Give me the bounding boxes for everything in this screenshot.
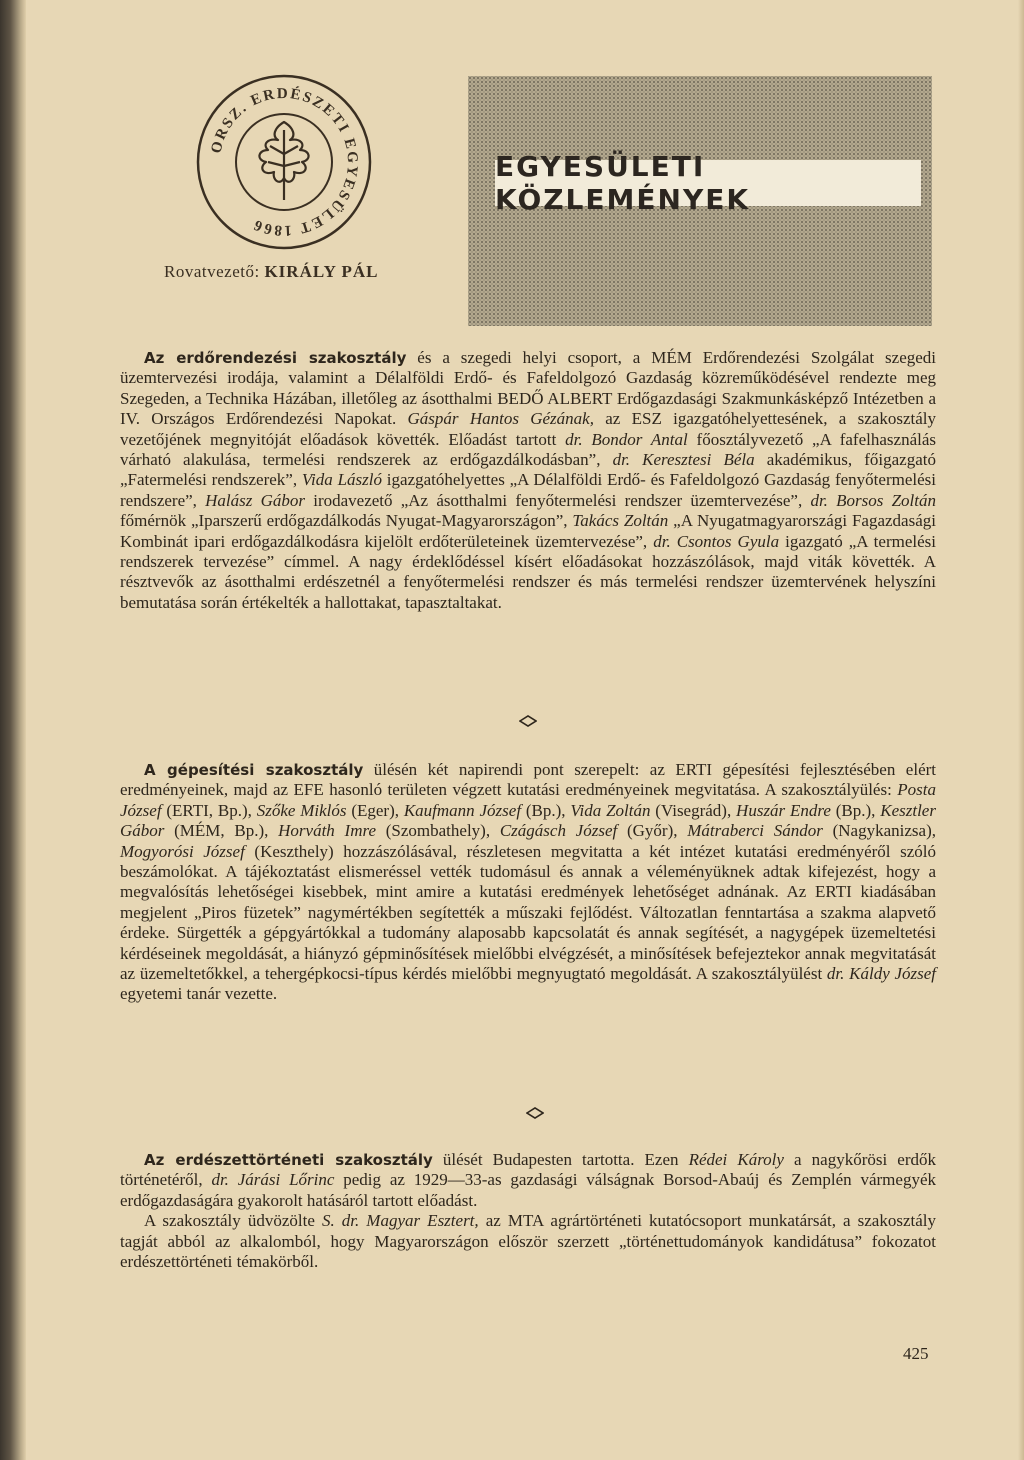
paragraph	[120, 760, 936, 1005]
section-title: EGYESÜLETI KÖZLEMÉNYEK	[495, 160, 921, 206]
text-run: (ERTI, Bp.),	[161, 800, 257, 820]
editor-name: KIRÁLY PÁL	[264, 262, 379, 281]
text-run: pedig az 1929—33-as gazdasági válságnak Borsod-Abaúj és Zemplén vármegyék erdőgazdaságára gyakorolt hatásáról tartott előadást.	[120, 1170, 936, 1210]
person-name: dr. Bondor Antal	[565, 429, 688, 449]
report-mechanization	[120, 760, 936, 1005]
text-run: irodavezető „Az ásotthalmi fenyőtermelési rendszer üzemtervezése”,	[305, 490, 811, 510]
section-lead: A gépesítési szakosztály	[144, 761, 364, 779]
paragraph	[120, 1150, 936, 1211]
text-run: akadémikus, főigazgató „Fatermelési rendszerek”,	[120, 450, 936, 490]
column-editor	[164, 262, 379, 282]
person-name: dr. Csontos Gyula	[653, 531, 780, 551]
text-run: főmérnök „Iparszerű erdőgazdálkodás Nyugat-Magyarországon”,	[120, 511, 573, 531]
person-name: Kaufmann József	[403, 800, 522, 820]
text-run: (MÉM, Bp.),	[164, 821, 279, 841]
section-lead: Az erdőrendezési szakosztály	[144, 349, 407, 367]
person-name: Vida Zoltán	[570, 800, 651, 820]
person-name: Rédei Károly	[688, 1150, 784, 1169]
paragraph	[120, 348, 936, 613]
text-run: A szakosztály üdvözölte	[144, 1211, 322, 1231]
text-run: az ESZ igazgatóhelyettesének, a szakosztály vezetőjének megnyitóját előadások követték. Előadást tartott	[120, 409, 937, 449]
text-run: igazgatóhelyettes „A Délalföldi Erdő- és Fafeldolgozó Gazdaság fenyőtermelési rendszere”,	[120, 470, 936, 510]
paragraph	[120, 1211, 936, 1272]
person-name: Mátraberci Sándor	[687, 821, 823, 841]
text-run: az MTA agrártörténeti kutatócsoport munkatársát, a szakosztály tagját abból az alkalomból, hogy Magyarországon először szerzett „történettudományok kandidátusa” fokozatot erdészettörténeti témakörből.	[120, 1211, 936, 1272]
person-name: Huszár Endre	[736, 800, 831, 820]
person-name: Posta József	[120, 780, 936, 820]
text-run: igazgató „A termelési rendszerek tervezése” címmel. A nagy érdeklődéssel kísért előadásokat hozzászólások, majd viták követték. A résztvevők az ásotthalmi erdészetnél a fenyőtermelési rendszer és más termelési rendszer üzemtervének helyszíni bemutatása során értékelték a hallottakat, tapasztaltakat.	[120, 531, 936, 612]
person-name: Gáspár Hantos Gézának,	[407, 409, 594, 429]
person-name: dr. Járási Lőrinc	[211, 1170, 335, 1190]
diamond-divider-icon	[519, 715, 537, 727]
person-name: Mogyorósi József	[120, 841, 245, 861]
person-name: Szőke Miklós	[256, 800, 347, 820]
text-run: (Nagykanizsa),	[822, 821, 936, 841]
text-run: (Bp.),	[521, 800, 571, 820]
text-run: (Szombathely),	[376, 821, 500, 841]
text-run: a nagykőrösi erdők történetéről,	[120, 1150, 936, 1190]
person-name: Horváth Imre	[278, 821, 377, 841]
person-name: dr. Káldy József	[826, 964, 937, 984]
person-name: Halász Gábor	[205, 490, 305, 510]
text-run: (Eger),	[346, 800, 404, 820]
section-lead: Az erdészettörténeti szakosztály	[144, 1151, 433, 1169]
text-run: (Keszthely) hozzászólásával, részletesen megvitatta a két intézet kutatási eredményéről szóló beszámolókat. A tájékoztatást elismeréssel vették tudomásul és annak a véleményüknek adtak kifejezést, hogy a megvalósítás lehetőségei kisebbek, mint amire a kutatási eredmények lehetőséget adnának. Az ERTI kiadásában megjelent „Piros füzetek” nagymértékben segítették a műszaki fejlődést. Változatlan fenntartása a szakma alapvető érdeke. Sürgették a gépgyártókkal a tudomány alaposabb kapcsolatát és annak segítését, a nagygépek üzemeltetési kérdéseinek megoldását, a hiányzó gépminősítések mielőbbi elvégzését, a minősítések befejeztekor annak megvitatását az üzemeltetőkkel, a tehergépkocsi-típus kérdés mielőbbi megnyugtató megoldását. A szakosztályülést	[120, 841, 936, 984]
report-forest-planning	[120, 348, 936, 613]
person-name: Takács Zoltán	[572, 511, 669, 531]
person-name: dr. Borsos Zoltán	[810, 490, 937, 510]
person-name: Kesztler Gábor	[120, 800, 936, 841]
text-run: „A Nyugatmagyarországi Fagazdasági Kombinát ipari erdőgazdálkodásra kijelölt erdőterületeinek üzemtervezése”,	[120, 511, 936, 551]
report-forest-history	[120, 1150, 936, 1272]
text-run: (Bp.),	[830, 800, 881, 820]
text-run: (Győr),	[617, 821, 688, 841]
oak-leaf-emblem-icon	[192, 70, 376, 254]
person-name: Czágásch József	[499, 821, 618, 841]
text-run: ülésén két napirendi pont szerepelt: az ERTI gépesítési fejlesztésében elért eredményeinek, majd az EFE hasonló területen végzett kutatási eredményeinek megvitatása. A szakosztályülés:	[120, 760, 936, 800]
text-run: egyetemi tanár vezette.	[120, 984, 278, 1004]
text-run: és a szegedi helyi csoport, a MÉM Erdőrendezési Szolgálat szegedi üzemtervezési irodája, valamint a Délalföldi Erdő- és Fafeldolgozó Gazdaság közreműködésével rendezte meg Szegeden, a Technika Házában, illetőleg az ásotthalmi BEDŐ ALBERT Erdőgazdasági Szakmunkásképző Intézetben a IV. Országos Erdőrendezési Napokat.	[120, 348, 937, 429]
person-name: S. dr. Magyar Esztert,	[321, 1211, 479, 1231]
person-name: dr. Keresztesi Béla	[612, 450, 755, 470]
editor-label: Rovatvezető:	[164, 262, 260, 281]
emblem-text: ORSZ. ERDÉSZETI EGYESÜLET 1866	[208, 85, 361, 239]
text-run: ülését Budapesten tartotta. Ezen	[432, 1150, 689, 1169]
diamond-divider-icon	[526, 1107, 544, 1119]
text-run: főosztályvezető „A fafelhasználás várható alakulása, termelési rendszerek az erdőgazdálkodásban”,	[120, 429, 936, 470]
text-run: (Visegrád),	[650, 800, 737, 820]
person-name: Vida László	[301, 470, 382, 490]
page-number: 425	[903, 1344, 929, 1363]
section-banner	[468, 76, 932, 326]
